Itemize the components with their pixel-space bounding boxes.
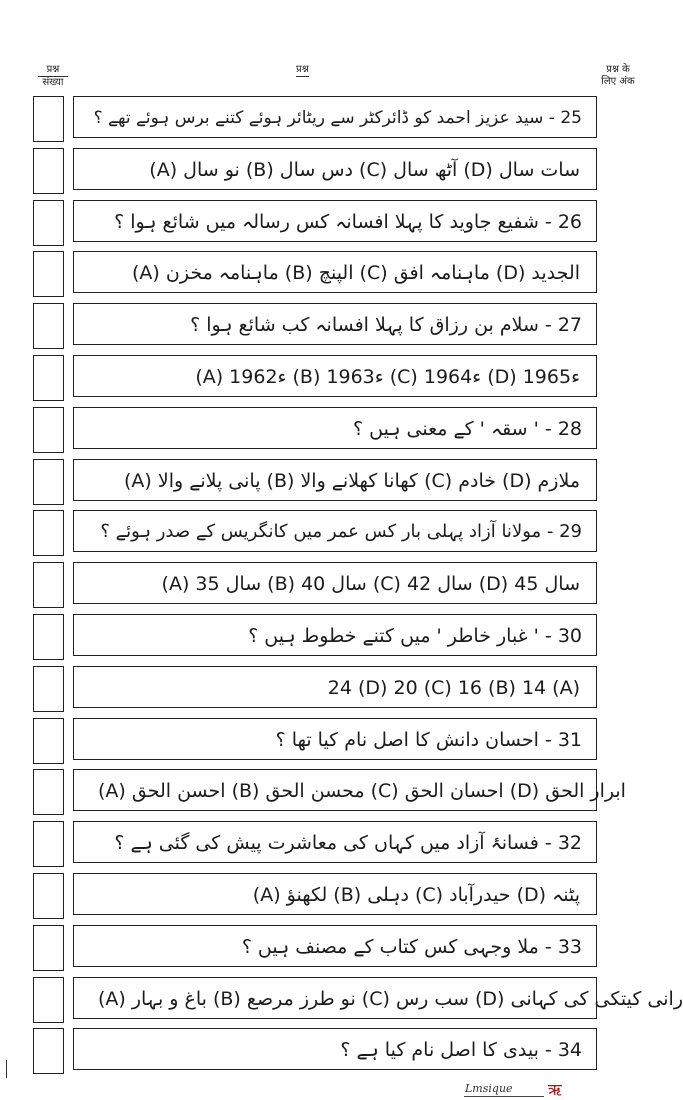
question-box xyxy=(73,200,597,242)
question-row xyxy=(0,925,681,967)
question-number-box xyxy=(33,873,64,919)
question-box xyxy=(73,510,597,552)
question-number-box xyxy=(33,821,64,867)
header-marks-label xyxy=(597,64,639,88)
question-number-box xyxy=(33,459,64,505)
question-text: 25 - سید عزیز احمد کو ڈائرکٹر سے ریٹائر ہوئے کتنے برس ہوئے تھے ؟ xyxy=(93,108,582,128)
options-text: 24 (D) 20 (C) 16 (B) 14 (A) xyxy=(327,677,580,699)
options-row xyxy=(0,355,681,397)
header-right-line1: प्रश्न के xyxy=(606,64,630,75)
header-left-line2: संख्या xyxy=(42,77,64,88)
options-row xyxy=(0,251,681,293)
question-number-box xyxy=(33,614,64,660)
question-box xyxy=(73,718,597,760)
question-row xyxy=(0,821,681,863)
question-number-box xyxy=(33,510,64,556)
header-right-line2: लिए अंक xyxy=(601,76,635,87)
question-row xyxy=(0,718,681,760)
question-box xyxy=(73,303,597,345)
options-text: (A) ماہنامہ مخزن (B) الپنچ (C) ماہنامہ افق (D) الجدید xyxy=(132,262,580,284)
question-number-box xyxy=(33,977,64,1023)
header-question-number-label xyxy=(38,64,68,89)
options-row xyxy=(0,666,681,708)
options-box xyxy=(73,251,597,293)
options-text: (A) باغ و بہار (B) نو طرز مرصع (C) سب رس (D) رانی کیتکی کی کہانی xyxy=(98,988,683,1010)
question-number-box xyxy=(33,355,64,401)
question-row xyxy=(0,1028,681,1070)
options-text: (A) نو سال (B) دس سال (C) آٹھ سال (D) سات سال xyxy=(149,159,580,181)
question-text: 28 - ' سقہ ' کے معنی ہیں ؟ xyxy=(353,418,582,440)
question-number-box xyxy=(33,1028,64,1074)
question-box xyxy=(73,96,597,138)
options-box xyxy=(73,873,597,915)
question-number-box xyxy=(33,925,64,971)
question-box xyxy=(73,407,597,449)
question-box xyxy=(73,925,597,967)
signature: Lmsique xyxy=(465,1082,513,1095)
options-box xyxy=(73,562,597,604)
question-number-box xyxy=(33,407,64,453)
options-text: (A) 1962ء (B) 1963ء (C) 1964ء (D) 1965ء xyxy=(195,366,580,388)
question-text: 32 - فسانۂ آزاد میں کہاں کی معاشرت پیش کی گئی ہے ؟ xyxy=(114,832,582,854)
question-number-box xyxy=(33,251,64,297)
header-question-label: प्रश्न xyxy=(296,64,309,75)
header-left-line1: प्रश्न xyxy=(38,64,68,77)
question-text: 26 - شفیع جاوید کا پہلا افسانہ کس رسالہ میں شائع ہوا ؟ xyxy=(114,211,582,233)
question-text: 33 - ملا وجہی کس کتاب کے مصنف ہیں ؟ xyxy=(241,936,582,958)
question-text: 30 - ' غبار خاطر ' میں کتنے خطوط ہیں ؟ xyxy=(248,625,582,647)
options-text: (A) احسن الحق (B) محسن الحق (C) احسان الحق (D) ابرار الحق xyxy=(98,780,626,802)
question-row xyxy=(0,96,681,138)
question-box xyxy=(73,614,597,656)
options-row xyxy=(0,977,681,1019)
question-box xyxy=(73,821,597,863)
question-number-box xyxy=(33,666,64,712)
question-number-box xyxy=(33,718,64,764)
question-row xyxy=(0,200,681,242)
options-text: (A) پانی پلانے والا (B) کھانا کھلانے والا (C) خادم (D) ملازم xyxy=(124,470,580,492)
options-row xyxy=(0,769,681,811)
options-text: (A) 35 سال (B) 40 سال (C) 42 سال (D) 45 سال xyxy=(161,573,580,595)
options-box xyxy=(73,977,683,1019)
options-row xyxy=(0,873,681,915)
question-number-box xyxy=(33,200,64,246)
signature-underline xyxy=(464,1096,544,1097)
options-row xyxy=(0,148,681,190)
question-box xyxy=(73,1028,597,1070)
options-box xyxy=(73,666,597,708)
options-box xyxy=(73,148,597,190)
question-text: 31 - احسان دانش کا اصل نام کیا تھا ؟ xyxy=(275,729,582,751)
question-number-box xyxy=(33,148,64,194)
question-row xyxy=(0,614,681,656)
question-number-box xyxy=(33,769,64,815)
options-text: (A) لکھنؤ (B) دہلی (C) حیدرآباد (D) پٹنہ xyxy=(252,884,580,906)
options-row xyxy=(0,562,681,604)
initial-mark: ऋ xyxy=(548,1080,562,1099)
options-box xyxy=(73,459,597,501)
question-number-box xyxy=(33,303,64,349)
question-number-box xyxy=(33,96,64,142)
question-row xyxy=(0,510,681,552)
question-text: 27 - سلام بن رزاق کا پہلا افسانہ کب شائع ہوا ؟ xyxy=(190,314,582,336)
question-number-box xyxy=(33,562,64,608)
options-row xyxy=(0,459,681,501)
question-row xyxy=(0,407,681,449)
question-row xyxy=(0,303,681,345)
margin-mark xyxy=(6,1060,7,1078)
options-box xyxy=(73,355,597,397)
question-text: 34 - بیدی کا اصل نام کیا ہے ؟ xyxy=(340,1039,582,1061)
question-text: 29 - مولانا آزاد پہلی بار کس عمر میں کانگریس کے صدر ہوئے ؟ xyxy=(100,521,582,542)
options-box xyxy=(73,769,626,811)
